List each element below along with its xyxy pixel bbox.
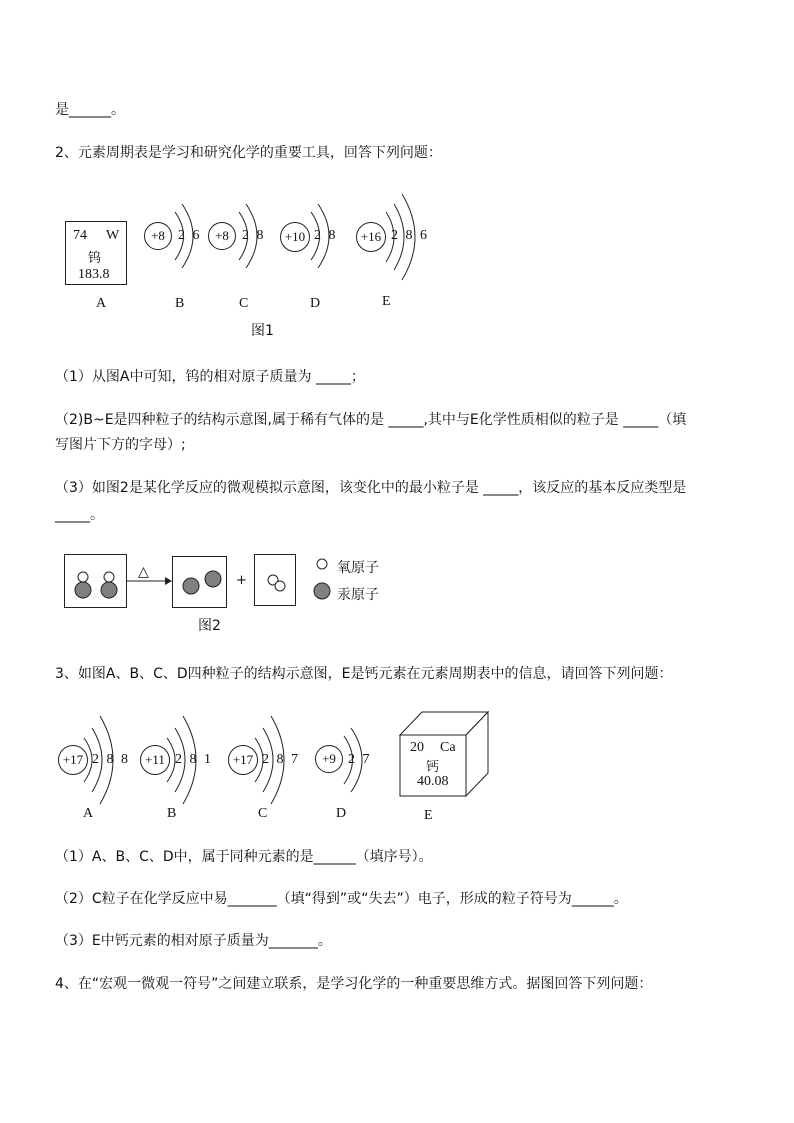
label-d: D: [310, 296, 321, 311]
electron-counts: 2 8: [242, 228, 266, 243]
atomic-number: 20: [410, 740, 424, 755]
q2-sub2-line1: （2)B~E是四种粒子的结构示意图,属于稀有气体的是 _____,其中与E化学性质相似的粒子是 _____（填: [55, 412, 687, 428]
electron-counts: 2 8 1: [175, 752, 213, 767]
q3-stem: 3、如图A、B、C、D四种粒子的结构示意图，E是钙元素在元素周期表中的信息，请回答下列问题：: [55, 666, 673, 682]
oxygen-molecule: [255, 555, 297, 607]
nucleus-charge: +17: [58, 745, 88, 775]
q4-stem: 4、在“宏观一微观一符号”之间建立联系，是学习化学的一种重要思维方式。据图回答下列问题：: [55, 976, 653, 992]
electron-counts: 2 8: [314, 228, 338, 243]
electron-counts: 2 8 7: [262, 752, 300, 767]
product-box-2: [254, 554, 296, 606]
label-a: A: [96, 296, 107, 311]
mercury-atoms: [173, 557, 228, 609]
q1-tail-text: 是______。: [55, 102, 125, 118]
label-d: D: [336, 806, 347, 821]
atomic-number: 74: [73, 228, 87, 243]
label-e: E: [424, 808, 433, 823]
heat-symbol: △: [138, 564, 149, 580]
nucleus-charge: +16: [356, 222, 386, 252]
nucleus-charge: +11: [140, 745, 170, 775]
mercury-legend-label: 汞原子: [337, 587, 379, 603]
nucleus-charge: +8: [208, 222, 236, 250]
figure-1-caption: 图1: [251, 323, 274, 339]
q2-stem: 2、元素周期表是学习和研究化学的重要工具，回答下列问题：: [55, 145, 442, 161]
q3-sub3: （3）E中钙元素的相对原子质量为_______。: [55, 933, 332, 949]
electron-counts: 2 8 6: [391, 228, 429, 243]
q3-sub2: （2）C粒子在化学反应中易_______（填“得到”或“失去”）电子，形成的粒子符号为______。: [55, 891, 628, 907]
q2-sub2-line2: 写图片下方的字母）;: [55, 437, 186, 453]
label-a: A: [83, 806, 94, 821]
q2-sub3-line1: （3）如图2是某化学反应的微观模拟示意图，该变化中的最小粒子是 _____，该反应的基本反应类型是: [55, 480, 687, 496]
element-card-tungsten: [65, 221, 127, 285]
label-c: C: [239, 296, 249, 311]
label-c: C: [258, 806, 268, 821]
electron-counts: 2 8 8: [92, 752, 130, 767]
mercury-legend-icon: [312, 581, 336, 605]
reaction-arrow: [127, 576, 177, 586]
q2-sub3-line2: _____。: [55, 507, 104, 523]
figure-2-caption: 图2: [198, 618, 221, 634]
nucleus-charge: +17: [228, 745, 258, 775]
nucleus-charge: +10: [280, 222, 310, 252]
atomic-mass: 40.08: [417, 774, 449, 789]
label-b: B: [167, 806, 177, 821]
element-symbol: W: [106, 228, 120, 243]
q3-sub1: （1）A、B、C、D中，属于同种元素的是______（填序号）。: [55, 849, 433, 865]
oxygen-legend-label: 氧原子: [337, 560, 379, 576]
nucleus-charge: +8: [144, 222, 172, 250]
label-e: E: [382, 294, 391, 309]
oxygen-legend-icon: [314, 556, 334, 576]
plus-sign: +: [236, 573, 247, 588]
nucleus-charge: +9: [315, 745, 343, 773]
reactant-box: [64, 554, 127, 608]
product-box-1: [172, 556, 227, 608]
atomic-mass: 183.8: [78, 267, 110, 282]
q2-sub1: （1）从图A中可知，钨的相对原子质量为 _____；: [55, 369, 365, 385]
element-name: 钙: [426, 760, 440, 775]
electron-counts: 2 6: [178, 228, 202, 243]
electron-counts: 2 7: [348, 752, 372, 767]
element-name: 钨: [88, 251, 102, 266]
reactant-molecules: [65, 555, 128, 609]
label-b: B: [175, 296, 185, 311]
element-symbol: Ca: [440, 740, 456, 755]
